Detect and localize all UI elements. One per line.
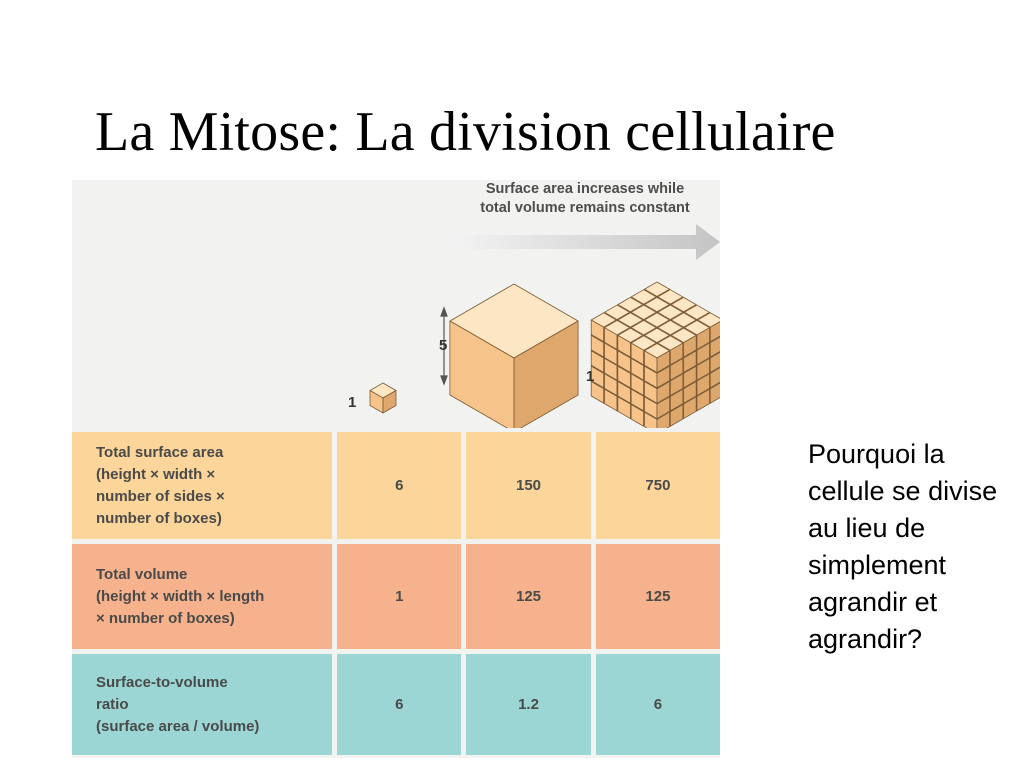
row-label-line: (surface area / volume): [96, 717, 260, 735]
table-cell: 6: [335, 432, 464, 542]
grid-cube-side-label: 1: [586, 368, 595, 385]
table-cell: 750: [593, 432, 720, 542]
arrow-caption-line-2: total volume remains constant: [480, 200, 690, 216]
row-label-line: Surface-to-volume: [96, 673, 228, 691]
table-cell: 6: [593, 652, 720, 756]
arrow-caption-line-1: Surface area increases while: [485, 181, 685, 197]
row-label-line: Total surface area: [96, 443, 224, 461]
table-row-ratio: [72, 652, 720, 756]
table-cell: 1: [335, 542, 464, 652]
table-cell: 125: [593, 542, 720, 652]
side-question: Pourquoi la cellule se divise au lieu de simplement agrandir et agrandir?: [808, 439, 998, 654]
large-cube-side-label: 5: [439, 337, 448, 354]
table-cell: 150: [464, 432, 594, 542]
small-cube-side-label: 1: [348, 394, 357, 411]
row-label-line: ratio: [96, 695, 129, 713]
row-label-line: Total volume: [96, 565, 188, 583]
row-label-line: number of sides ×: [96, 487, 225, 505]
right-arrow-icon: [452, 224, 722, 264]
table-cell: 6: [335, 652, 464, 756]
table-cell: 1.2: [464, 652, 594, 756]
arrow-caption: [450, 180, 720, 218]
table-cell: 125: [464, 542, 594, 652]
row-label: [72, 432, 335, 542]
cube-illustration: [72, 268, 720, 428]
surface-volume-figure: [72, 180, 720, 758]
subdivided-cubes: [591, 282, 720, 428]
row-label: [72, 652, 335, 756]
surface-volume-table: [72, 432, 720, 755]
table-row-surface-area: [72, 432, 720, 542]
row-label-line: (height × width ×: [96, 465, 216, 483]
row-label: [72, 542, 335, 652]
row-label-line: (height × width × length: [96, 587, 265, 605]
table-row-volume: [72, 542, 720, 652]
small-cube: [370, 383, 396, 413]
row-label-line: number of boxes): [96, 509, 222, 527]
slide-title: La Mitose: La division cellulaire: [95, 101, 836, 163]
large-cube: [450, 284, 578, 428]
row-label-line: × number of boxes): [96, 609, 235, 627]
